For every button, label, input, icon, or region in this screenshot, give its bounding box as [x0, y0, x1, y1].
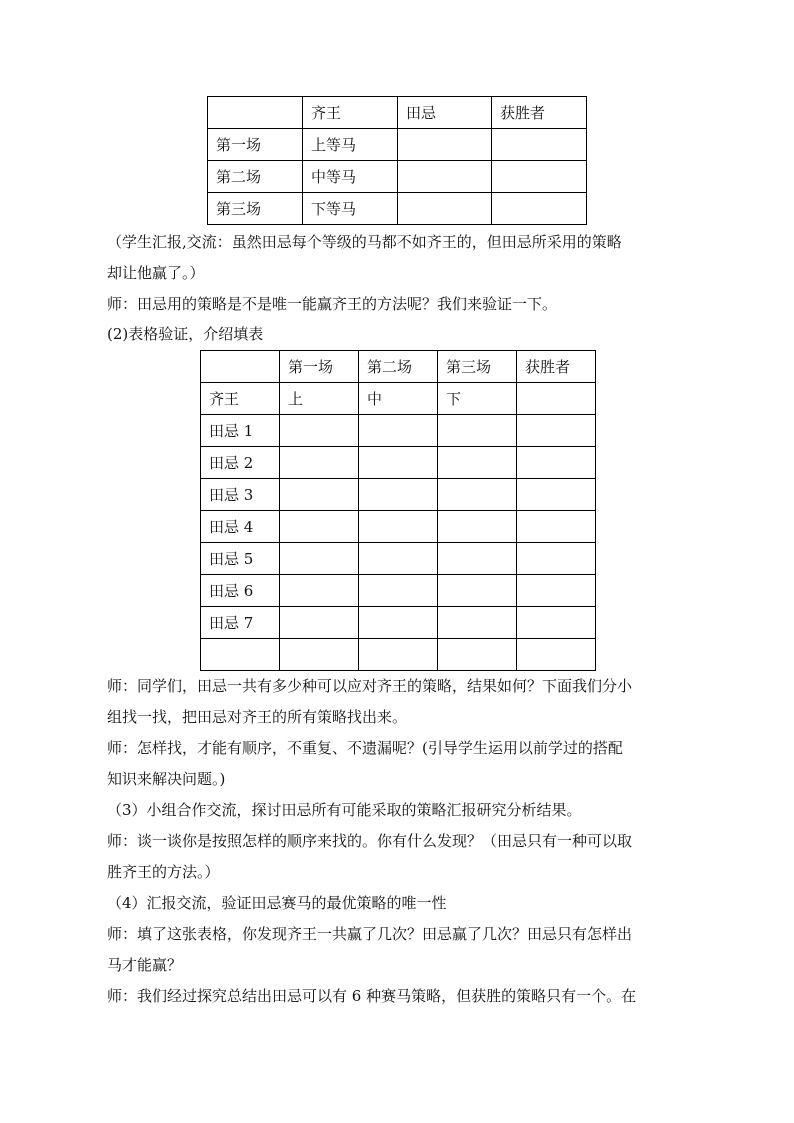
table-cell: [517, 639, 596, 671]
table-cell: [359, 543, 438, 575]
table-cell: 齐王: [303, 97, 398, 129]
table-cell: 田忌 1: [201, 415, 280, 447]
table-cell: [359, 607, 438, 639]
table-cell: [517, 543, 596, 575]
table-row: [201, 543, 596, 575]
table-cell: 田忌 7: [201, 607, 280, 639]
table-cell: [492, 129, 587, 161]
table-cell: [359, 447, 438, 479]
table-cell: 下等马: [303, 193, 398, 225]
table-cell: 上: [280, 383, 359, 415]
paragraph-line: 师：同学们，田忌一共有多少种可以应对齐王的策略，结果如何？下面我们分小: [107, 677, 633, 695]
paragraph-line: 师：怎样找，才能有顺序，不重复、不遗漏呢？(引导学生运用以前学过的搭配: [107, 739, 623, 757]
table-row: [201, 575, 596, 607]
paragraph-line: 师：填了这张表格，你发现齐王一共赢了几次？田忌赢了几次？田忌只有怎样出: [107, 925, 633, 943]
table-cell: 中: [359, 383, 438, 415]
table-cell: [438, 543, 517, 575]
table-header-row: [201, 351, 596, 383]
table-cell: [359, 639, 438, 671]
paragraph-line: 师：谈一谈你是按照怎样的顺序来找的。你有什么发现？（田忌只有一种可以取: [107, 832, 633, 850]
table-row: [201, 479, 596, 511]
match-table: [207, 96, 587, 225]
paragraph-line: 却让他赢了。）: [107, 264, 205, 282]
table-cell: [517, 575, 596, 607]
table-cell: [438, 479, 517, 511]
table-cell: 第一场: [280, 351, 359, 383]
table-row: [201, 383, 596, 415]
table-cell: [438, 639, 517, 671]
table-cell: 获胜者: [492, 97, 587, 129]
table-cell: 田忌 4: [201, 511, 280, 543]
paragraph-line: 知识来解决问题。): [107, 770, 226, 788]
table-cell: [359, 415, 438, 447]
paragraph-line: 马才能赢？: [107, 956, 183, 974]
table-cell: [438, 511, 517, 543]
paragraph-line: 组找一找，把田忌对齐王的所有策略找出来。: [107, 708, 408, 726]
table-row: [201, 447, 596, 479]
section-heading: （3）小组合作交流，探讨田忌所有可能采取的策略汇报研究分析结果。: [107, 801, 582, 819]
table-row: [201, 511, 596, 543]
section-heading: (2)表格验证，介绍填表: [107, 325, 264, 343]
table-cell: 下: [438, 383, 517, 415]
table-cell: 第二场: [208, 161, 303, 193]
table-cell: [359, 511, 438, 543]
table-cell: [438, 607, 517, 639]
table-cell: 第二场: [359, 351, 438, 383]
paragraph-line: （学生汇报,交流：虽然田忌每个等级的马都不如齐王的，但田忌所采用的策略: [107, 233, 622, 251]
table-row: [208, 193, 587, 225]
paragraph-line: 师：田忌用的策略是不是唯一能赢齐王的方法呢？我们来验证一下。: [107, 295, 558, 313]
table-cell: [208, 97, 303, 129]
table-cell: [517, 383, 596, 415]
table-cell: [201, 639, 280, 671]
table-cell: 中等马: [303, 161, 398, 193]
table-cell: [280, 575, 359, 607]
table-cell: 田忌 3: [201, 479, 280, 511]
table-cell: [359, 575, 438, 607]
paragraph-line: 胜齐王的方法。）: [107, 863, 220, 881]
table-cell: [280, 479, 359, 511]
table-cell: [517, 415, 596, 447]
table-cell: [438, 575, 517, 607]
table-cell: [398, 129, 492, 161]
table-cell: [280, 543, 359, 575]
table-cell: 第三场: [208, 193, 303, 225]
table-cell: 获胜者: [517, 351, 596, 383]
table-cell: 田忌: [398, 97, 492, 129]
table-cell: 田忌 6: [201, 575, 280, 607]
strategy-table: [200, 350, 596, 671]
table-cell: 第三场: [438, 351, 517, 383]
table-row: [208, 161, 587, 193]
table-cell: [517, 447, 596, 479]
table-cell: [492, 193, 587, 225]
table-cell: [517, 511, 596, 543]
table-row: [201, 607, 596, 639]
table-cell: 齐王: [201, 383, 280, 415]
table-cell: [280, 415, 359, 447]
table-cell: [438, 447, 517, 479]
table-cell: [438, 415, 517, 447]
table-header-row: [208, 97, 587, 129]
table-row: [208, 129, 587, 161]
paragraph-line: 师：我们经过探究总结出田忌可以有 6 种赛马策略，但获胜的策略只有一个。在: [107, 987, 637, 1005]
table-cell: [280, 447, 359, 479]
table-cell: [280, 607, 359, 639]
table-cell: [517, 607, 596, 639]
table-cell: [398, 193, 492, 225]
table-cell: 第一场: [208, 129, 303, 161]
table-cell: 田忌 5: [201, 543, 280, 575]
table-cell: [398, 161, 492, 193]
table-cell: [201, 351, 280, 383]
table-row: [201, 415, 596, 447]
table-cell: [517, 479, 596, 511]
table-cell: [492, 161, 587, 193]
section-heading: （4）汇报交流，验证田忌赛马的最优策略的唯一性: [107, 894, 447, 912]
table-cell: [280, 511, 359, 543]
table-cell: 上等马: [303, 129, 398, 161]
table-cell: [280, 639, 359, 671]
table-cell: 田忌 2: [201, 447, 280, 479]
table-cell: [359, 479, 438, 511]
table-row: [201, 639, 596, 671]
